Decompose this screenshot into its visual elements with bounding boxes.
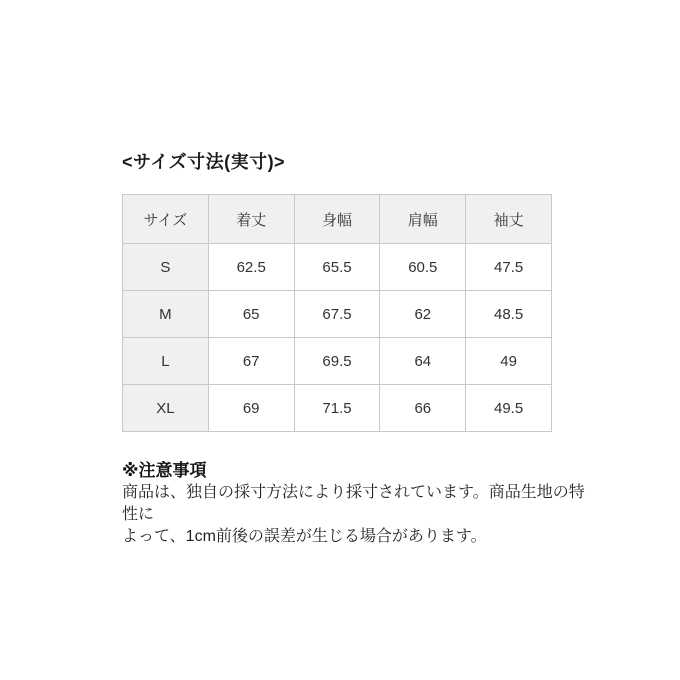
- notes-section: [122, 460, 590, 548]
- table-header-row: [123, 195, 552, 244]
- header-cell-shoulder: 肩幅: [380, 195, 466, 244]
- value-cell: 49.5: [466, 385, 552, 432]
- size-table: [122, 194, 552, 432]
- value-cell: 62: [380, 291, 466, 338]
- header-cell-width: 身幅: [294, 195, 380, 244]
- value-cell: 66: [380, 385, 466, 432]
- notes-line: よって、1cm前後の誤差が生じる場合があります。: [122, 528, 487, 545]
- header-cell-length: 着丈: [208, 195, 294, 244]
- size-spec-section: [122, 150, 590, 548]
- table-row: [123, 338, 552, 385]
- size-cell: M: [123, 291, 209, 338]
- value-cell: 62.5: [208, 244, 294, 291]
- page-title: <サイズ寸法(実寸)>: [122, 152, 286, 172]
- value-cell: 69: [208, 385, 294, 432]
- table-row: [123, 291, 552, 338]
- header-cell-size: サイズ: [123, 195, 209, 244]
- value-cell: 60.5: [380, 244, 466, 291]
- value-cell: 48.5: [466, 291, 552, 338]
- value-cell: 67.5: [294, 291, 380, 338]
- size-cell: L: [123, 338, 209, 385]
- size-table-body: [123, 244, 552, 432]
- size-cell: XL: [123, 385, 209, 432]
- table-row: [123, 385, 552, 432]
- value-cell: 71.5: [294, 385, 380, 432]
- value-cell: 65.5: [294, 244, 380, 291]
- notes-line: 商品は、独自の採寸方法により採寸されています。商品生地の特性に: [122, 484, 585, 523]
- size-cell: S: [123, 244, 209, 291]
- value-cell: 69.5: [294, 338, 380, 385]
- table-row: [123, 244, 552, 291]
- value-cell: 65: [208, 291, 294, 338]
- value-cell: 47.5: [466, 244, 552, 291]
- value-cell: 67: [208, 338, 294, 385]
- notes-heading: ※注意事項: [122, 461, 207, 480]
- value-cell: 64: [380, 338, 466, 385]
- header-cell-sleeve: 袖丈: [466, 195, 552, 244]
- size-table-header: [123, 195, 552, 244]
- value-cell: 49: [466, 338, 552, 385]
